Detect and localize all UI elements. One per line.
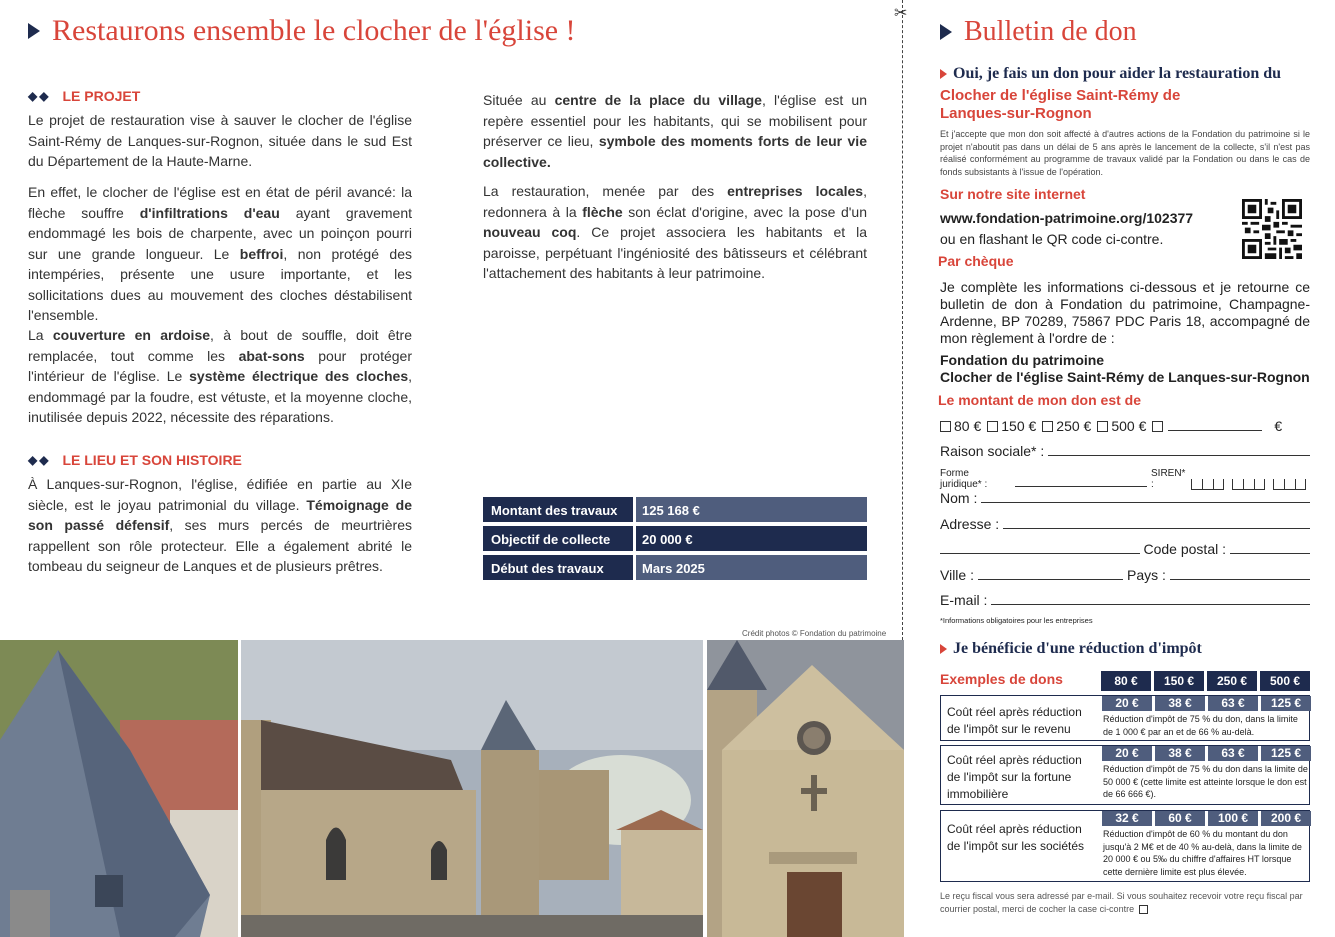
- nom-field[interactable]: Nom :: [940, 490, 1310, 506]
- custom-amount-field[interactable]: [1168, 421, 1262, 431]
- col2-paragraph-1: Située au centre de la place du village, l'église est un repère essentiel pour les habitants, qui se mobilisent pour préserver ce lieu, symbole des moments forts de leur vie collective.: [483, 92, 867, 170]
- qr-instruction: ou en flashant le QR code ci-contre.: [940, 231, 1164, 247]
- tax-examples-header: Exemples de dons 80 € 150 € 250 € 500 €: [940, 671, 1310, 691]
- bulletin-title: Bulletin de don: [940, 16, 1137, 48]
- scissors-icon: ✂: [894, 5, 908, 22]
- ville-pays-field[interactable]: Ville : Pays :: [940, 567, 1310, 583]
- triangle-bullet-icon: [940, 69, 947, 79]
- section-heading-lieu: ◆◆ LE LIEU ET SON HISTOIRE: [28, 452, 242, 468]
- projet-paragraph-1: Le projet de restauration vise à sauver le clocher de l'église Saint-Rémy de Lanques-sur-Rognon, située dans le sud Est du Département de la Haute-Marne.: [28, 112, 412, 169]
- raison-sociale-field[interactable]: Raison sociale* :: [940, 443, 1310, 459]
- receipt-footnote: Le reçu fiscal vous sera adressé par e-mail. Si vous souhaitez recevoir votre reçu fiscal par courrier postal, merci de cocher la case ci-contre: [940, 891, 1303, 914]
- site-heading: Sur notre site internet: [940, 186, 1086, 202]
- amount-options: [940, 418, 1288, 434]
- code-postal-field[interactable]: Code postal :: [940, 541, 1310, 557]
- site-url[interactable]: www.fondation-patrimoine.org/102377: [940, 210, 1194, 226]
- col2-paragraph-2: La restauration, menée par des entreprises locales, redonnera à la flèche son éclat d'origine, avec la pose d'un nouveau coq. Ce projet associera les habitants et la paroisse, perpétuant l'ingéniosité des bâtisseurs et célébrant l'attachement des habitants à leur patrimoine.: [483, 183, 867, 281]
- postal-receipt-checkbox[interactable]: [1139, 905, 1148, 914]
- tax-row-societes: Coût réel après réduction de l'impôt sur les sociétés 32 € 60 € 100 € 200 € Réduction d'impôt de 60 % du montant du don jusqu'à 2 M€ et de 40 % au-delà, dans la limite de 20 000 € ou 5‰ du chiffre d'affaires HT lorsque cette dernière limite est plus élevée.: [940, 810, 1310, 882]
- project-info-table: [483, 497, 867, 584]
- adresse-field[interactable]: Adresse :: [940, 516, 1310, 532]
- tax-reduction-heading: Je bénéficie d'une réduction d'impôt: [940, 640, 1202, 658]
- cut-line: [902, 0, 903, 640]
- checkbox[interactable]: [1042, 421, 1053, 432]
- amount-option-250[interactable]: 250 €: [1042, 418, 1091, 434]
- section-heading-projet: ◆◆ LE PROJET: [28, 88, 141, 104]
- checkbox[interactable]: [940, 421, 951, 432]
- projet-paragraph-3: La couverture en ardoise, à bout de souffle, doit être remplacée, tout comme les abat-sons pour protéger l'intérieur de l'église. Le système électrique des cloches, endommagé par la foudre, est vétuste, et la moyenne cloche, inutilisée depuis 2022, nécessite des réparations.: [28, 327, 412, 425]
- forme-siren-field[interactable]: Forme juridique* : SIREN* :: [940, 468, 1310, 490]
- project-name: Clocher de l'église Saint-Rémy de Lanques-sur-Rognon: [940, 87, 1181, 122]
- amount-heading: Le montant de mon don est de: [938, 392, 1142, 408]
- info-row-objectif: Objectif de collecte 20 000 €: [483, 526, 867, 551]
- donation-intro: Oui, je fais un don pour aider la restauration du: [940, 65, 1281, 83]
- projet-paragraph-2: En effet, le clocher de l'église est en état de péril avancé: la flèche souffre d'infiltrations d'eau ayant gravement endommagé les bois de charpente, avec un poinçon pourri sur une grande longueur. Le beffroi, non protégé des intempéries, présente une usure importante, et les sollicitations dues au mouvement des cloches déstabilisent l'ensemble.: [28, 184, 413, 323]
- triangle-bullet-icon: [940, 24, 952, 40]
- checkbox[interactable]: [1152, 421, 1163, 432]
- tax-row-ifi: Coût réel après réduction de l'impôt sur la fortune immobilière 20 € 38 € 63 € 125 € Réduction d'impôt de 75 % du don dans la limite de 50 000 € (cette limite est atteinte lorsque le don est de 66 666 €).: [940, 745, 1310, 805]
- page-title: Restaurons ensemble le clocher de l'église !: [28, 14, 576, 48]
- photo-credit: Crédit photos © Fondation du patrimoine: [742, 629, 887, 638]
- amount-option-500[interactable]: 500 €: [1097, 418, 1146, 434]
- photo-church-facade: [707, 640, 904, 937]
- info-row-debut: Début des travaux Mars 2025: [483, 555, 867, 580]
- photo-church-exterior: [241, 640, 703, 937]
- checkbox[interactable]: [987, 421, 998, 432]
- amount-option-150[interactable]: 150 €: [987, 418, 1036, 434]
- order-line-1: Fondation du patrimoine: [940, 352, 1105, 368]
- amount-option-80[interactable]: 80 €: [940, 418, 981, 434]
- diamond-bullets-icon: ◆◆: [28, 89, 51, 103]
- tax-row-revenu: Coût réel après réduction de l'impôt sur le revenu 20 € 38 € 63 € 125 € Réduction d'impôt de 75 % du don, dans la limite de 1 000 € par an et de 66 % au-delà.: [940, 695, 1310, 741]
- email-field[interactable]: E-mail :: [940, 592, 1310, 608]
- checkbox[interactable]: [1097, 421, 1108, 432]
- amount-option-custom[interactable]: €: [1152, 418, 1282, 434]
- mandatory-note: *Informations obligatoires pour les entreprises: [940, 616, 1093, 625]
- order-line-2: Clocher de l'église Saint-Rémy de Lanques-sur-Rognon: [940, 369, 1310, 385]
- triangle-bullet-icon: [940, 644, 947, 654]
- triangle-bullet-icon: [28, 23, 40, 39]
- lieu-paragraph: À Lanques-sur-Rognon, l'église, édifiée en partie au XIe siècle, est le joyau patrimonial du village. Témoignage de son passé défensif, ses murs percés de meurtrières rappellent son rôle protecteur. Elle a également abrité le tombeau du seigneur de Lanques et de plusieurs prêtres.: [28, 476, 413, 574]
- allocation-terms: Et j'accepte que mon don soit affecté à d'autres actions de la Fondation du patrimoine si le projet n'aboutit pas dans un délai de 5 ans après le lancement de la collecte, s'il n'est pas réalisé conformément au programme de travaux validé par la Fondation ou dans le cas de fonds subsistants à l'issue de l'opération.: [940, 129, 1310, 177]
- photo-spire-aerial: [0, 640, 238, 937]
- info-row-montant: Montant des travaux 125 168 €: [483, 497, 867, 522]
- qr-code-icon[interactable]: [1242, 199, 1302, 259]
- diamond-bullets-icon: ◆◆: [28, 453, 51, 467]
- cheque-heading: Par chèque: [938, 253, 1014, 269]
- cheque-instructions: Je complète les informations ci-dessous et je retourne ce bulletin de don à Fondation du patrimoine, Champagne-Ardenne, BP 70289, 75867 PDC Paris 18, accompagné de mon règlement à l'ordre de :: [940, 279, 1310, 346]
